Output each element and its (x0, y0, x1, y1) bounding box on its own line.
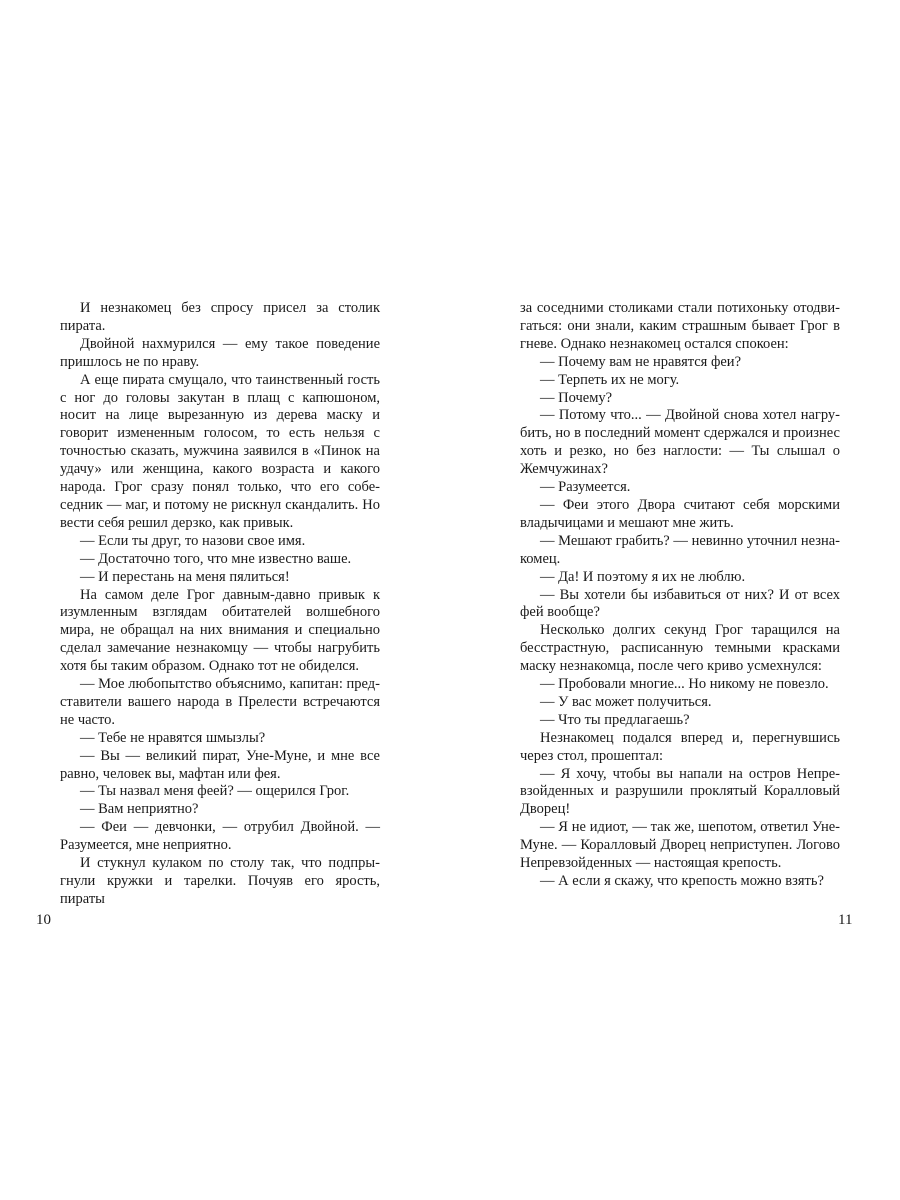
paragraph: — Да! И поэтому я их не люблю. (540, 568, 746, 585)
paragraph: — Я хочу, чтобы вы напали на остров Непревзойденных и разрушили проклятый Коралловый Дворец! (520, 765, 840, 818)
paragraph: — Феи — девчонки, — отрубил Двойной. — Разумеется, мне неприятно. (60, 819, 380, 854)
paragraph: Несколько долгих секунд Грог таращился на бесстрастную, расписанную темными красками маску незнакомца, после чего криво усмехнулся: (520, 622, 840, 675)
paragraph: — Вам неприятно? (80, 801, 199, 818)
paragraph: И стукнул кулаком по столу так, что подпрыгнули кружки и тарелки. Почуяв его ярость, пираты (60, 855, 380, 907)
paragraph: Незнакомец подался вперед и, перегнувшись через стол, прошептал: (520, 729, 840, 764)
paragraph: — Мое любопытство объяснимо, капитан: представители вашего народа в Прелести встречаются не часто. (60, 676, 380, 728)
paragraph: — Вы хотели бы избавиться от них? И от всех фей вообще? (520, 586, 840, 621)
paragraph: — Я не идиот, — так же, шепотом, ответил Уне-Муне. — Коралловый Дворец неприступен. Логово Непревзойденных — настоящая крепость. (520, 819, 840, 872)
paragraph: — Что ты предлагаешь? (540, 711, 690, 728)
paragraph: Двойной нахмурился — ему такое поведение пришлось не по нраву. (60, 335, 380, 370)
paragraph: — И перестань на меня пялиться! (80, 568, 290, 585)
page-number-right: 11 (838, 912, 853, 928)
paragraph: — Пробовали многие... Но никому не повезло. (540, 676, 829, 693)
paragraph: — Мешают грабить? — невинно уточнил незнакомец. (520, 532, 840, 567)
paragraph: — Феи этого Двора считают себя морскими владычицами и мешают мне жить. (520, 496, 840, 531)
right-page-body (520, 300, 840, 891)
paragraph: — Почему? (540, 389, 613, 406)
paragraph: — Вы — великий пират, Уне-Муне, и мне все равно, человек вы, мафтан или фея. (60, 747, 380, 782)
paragraph: — Если ты друг, то назови свое имя. (80, 532, 306, 549)
paragraph: — У вас может получиться. (540, 693, 712, 710)
paragraph: — А если я скажу, что крепость можно взять? (540, 873, 824, 889)
paragraph: — Достаточно того, что мне известно ваше. (80, 550, 352, 567)
paragraph: И незнакомец без спросу присел за столик пирата. (60, 300, 380, 334)
paragraph: А еще пирата смущало, что таинственный гость с ног до головы закутан в плащ с капюшоном, носит на лице вырезанную из дерева маску и говорит измененным голосом, то есть нельзя с точностью сказать, мужчина заявился в «Пинок на удачу» или женщина, какого возраста и какого народа. Грог сразу понял только, что его собеседник — маг, и потому не рискнул скандалить. Но вести себя решил дерзко, как привык. (60, 371, 380, 531)
page-number-left: 10 (36, 912, 51, 928)
paragraph: — Разумеется. (540, 479, 631, 496)
paragraph: — Тебе не нравятся шмызлы? (80, 729, 266, 746)
paragraph: — Потому что... — Двойной снова хотел нагрубить, но в последний момент сдержался и произнес хоть и резко, но без наглости: — Ты слышал о Жемчужинах? (520, 407, 840, 478)
paragraph: На самом деле Грог давным-давно привык к изумленным взглядам обитателей волшебного мира, не обращал на них внимания и специально сделал замечание незнакомцу — чтобы нагрубить хотя бы таким образом. Однако тот не обиделся. (60, 586, 380, 675)
continuation-paragraph: за соседними столиками стали потихоньку отодвигаться: они знали, каким страшным бывает Грог в гневе. Однако незнакомец остался спокоен: (520, 300, 840, 352)
paragraph: — Почему вам не нравятся феи? (540, 353, 742, 370)
paragraph: — Ты назвал меня феей? — ощерился Грог. (80, 783, 350, 800)
paragraph: — Терпеть их не могу. (540, 371, 680, 388)
left-page-body (60, 300, 380, 909)
